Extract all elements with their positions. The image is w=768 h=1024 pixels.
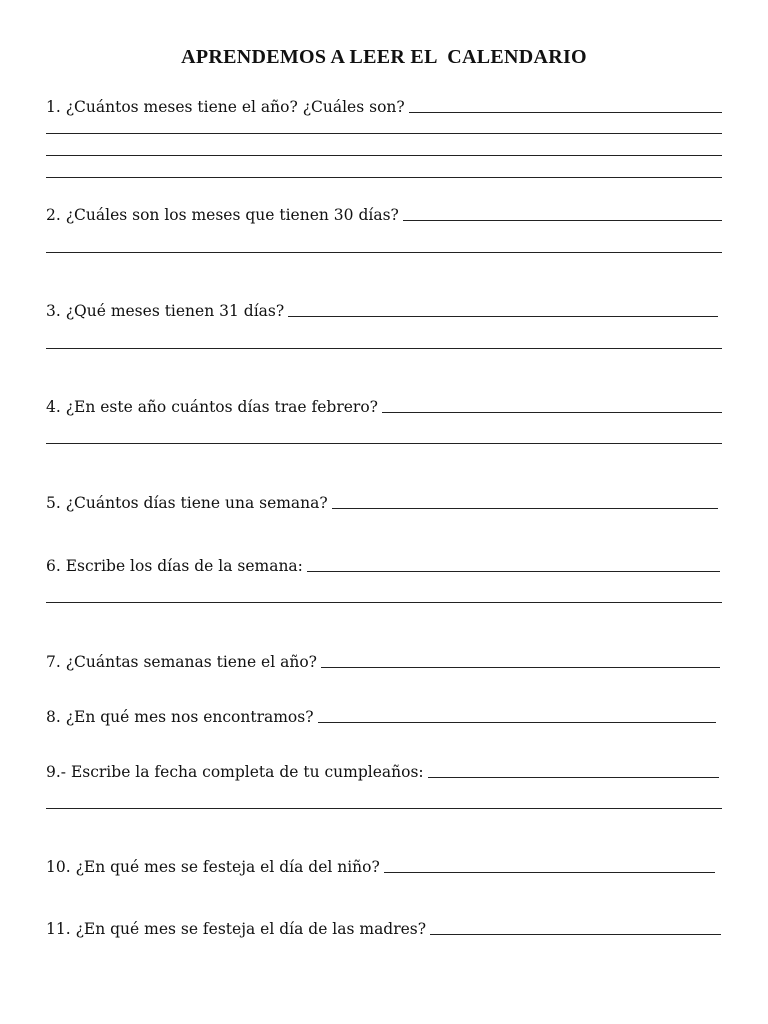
question-8 <box>46 704 716 726</box>
page-title: APRENDEMOS A LEER EL CALENDARIO <box>181 46 587 68</box>
question-2 <box>46 202 722 224</box>
question-9 <box>46 759 719 781</box>
question-6 <box>46 553 720 575</box>
question-6-answer-line[interactable] <box>307 571 720 572</box>
question-6-text: 6. Escribe los días de la semana: <box>46 557 303 575</box>
question-1 <box>46 94 722 116</box>
question-7-text: 7. ¿Cuántas semanas tiene el año? <box>46 653 317 671</box>
question-10-text: 10. ¿En qué mes se festeja el día del niño? <box>46 858 380 876</box>
question-4-answer-line[interactable] <box>382 412 722 413</box>
question-10-answer-line[interactable] <box>384 872 715 873</box>
question-5 <box>46 490 718 512</box>
question-11-answer-line[interactable] <box>430 934 721 935</box>
question-7 <box>46 649 720 671</box>
question-6-answer-line-2[interactable] <box>46 602 722 603</box>
question-9-answer-line[interactable] <box>428 777 719 778</box>
question-11 <box>46 916 721 938</box>
question-2-text: 2. ¿Cuáles son los meses que tienen 30 días? <box>46 206 399 224</box>
question-7-answer-line[interactable] <box>321 667 720 668</box>
question-1-answer-line-4[interactable] <box>46 177 722 178</box>
question-3-answer-line-2[interactable] <box>46 348 722 349</box>
question-1-answer-line[interactable] <box>409 112 722 113</box>
question-5-text: 5. ¿Cuántos días tiene una semana? <box>46 494 328 512</box>
question-9-text: 9.- Escribe la fecha completa de tu cumpleaños: <box>46 763 424 781</box>
question-1-text: 1. ¿Cuántos meses tiene el año? ¿Cuáles son? <box>46 98 405 116</box>
question-4-answer-line-2[interactable] <box>46 443 722 444</box>
question-1-answer-line-3[interactable] <box>46 155 722 156</box>
question-4 <box>46 394 722 416</box>
question-9-answer-line-2[interactable] <box>46 808 722 809</box>
question-3 <box>46 298 718 320</box>
question-8-answer-line[interactable] <box>318 722 716 723</box>
question-3-text: 3. ¿Qué meses tienen 31 días? <box>46 302 285 320</box>
question-1-answer-line-2[interactable] <box>46 133 722 134</box>
question-2-answer-line-2[interactable] <box>46 252 722 253</box>
question-3-answer-line[interactable] <box>288 316 718 317</box>
question-4-text: 4. ¿En este año cuántos días trae febrero? <box>46 398 378 416</box>
question-8-text: 8. ¿En qué mes nos encontramos? <box>46 708 314 726</box>
question-11-text: 11. ¿En qué mes se festeja el día de las madres? <box>46 920 427 938</box>
question-5-answer-line[interactable] <box>332 508 718 509</box>
question-10 <box>46 854 715 876</box>
question-2-answer-line[interactable] <box>403 220 722 221</box>
